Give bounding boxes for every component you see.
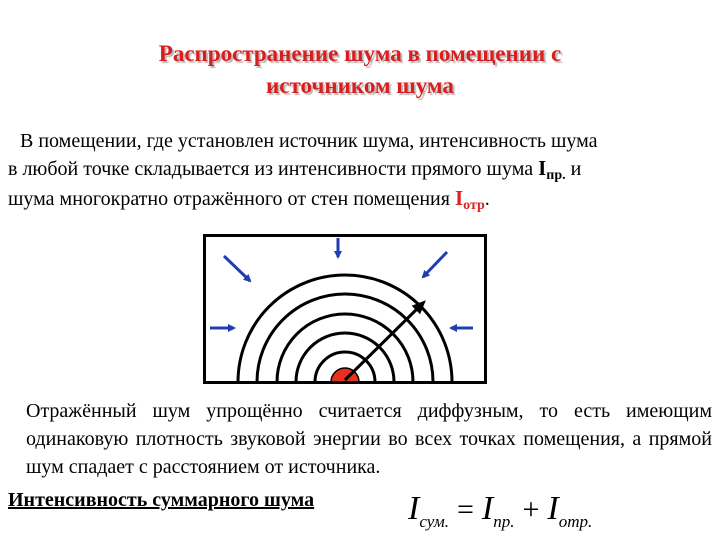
intro-line-3 (8, 185, 716, 215)
reflected-noise-symbol: I (454, 186, 464, 210)
noise-room-diagram (203, 234, 487, 384)
diffuse-text: Отражённый шум упрощённо считается диффузным, то есть имеющим одинаковую плотность звуковой энергии во всех точках помещения, а прямой шум спадает с расстоянием от источника. (26, 400, 712, 478)
title-line-2: источником шума (266, 73, 454, 98)
formula-equals: = (456, 493, 474, 526)
intro-line-1: В помещении, где установлен источник шума, интенсивность шума (20, 130, 598, 152)
title-line-1: Распространение шума в помещении с (158, 41, 562, 66)
formula-lhs-sub: сум. (419, 512, 449, 531)
intro-line-3-text: шума многократно отражённого от стен помещения (8, 188, 455, 210)
intro-line-2-end: и (565, 158, 582, 180)
sound-wave-arc (238, 275, 452, 382)
intro-line-3-end: . (484, 188, 490, 210)
formula-plus: + (522, 493, 540, 526)
diffuse-paragraph (8, 397, 712, 481)
intro-line-2-text: в любой точке складывается из интенсивности прямого шума (8, 158, 539, 180)
reflected-noise-subscript: отр (463, 198, 485, 213)
formula-lhs: I (408, 490, 420, 527)
page-title (60, 38, 660, 102)
total-intensity-label: Интенсивность суммарного шума (8, 489, 315, 511)
direct-noise-subscript: пр. (546, 168, 566, 183)
total-intensity-formula (408, 489, 592, 535)
formula-term-reflected: I (547, 490, 559, 527)
formula-term-direct: I (481, 490, 494, 527)
intro-paragraph (8, 128, 716, 215)
direct-noise-symbol: I (538, 156, 547, 180)
formula-term-reflected-sub: отр. (558, 512, 593, 531)
reflected-noise-arrow (423, 252, 447, 277)
intro-line-2 (8, 155, 716, 185)
formula-term-direct-sub: пр. (493, 512, 515, 531)
reflected-noise-arrow (224, 256, 250, 281)
